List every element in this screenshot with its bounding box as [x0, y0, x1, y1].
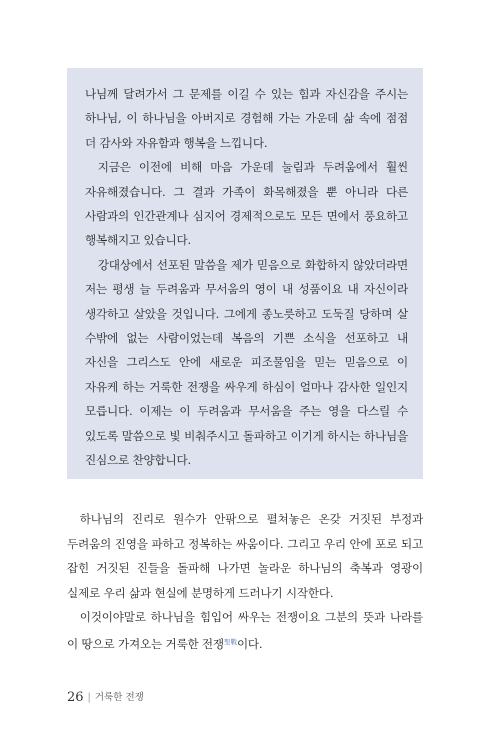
- footer-separator: |: [87, 692, 91, 703]
- testimony-paragraph: 지금은 이전에 비해 마음 가운데 눌림과 두려움에서 훨씬 자유해졌습니다. 그 결과 가족이 화목해졌을 뿐 아니라 다른 사람과의 인간관계나 심지어 경제적으로도 모든 면에서 풍요하고 행복해지고 있습니다.: [85, 160, 408, 248]
- testimony-paragraph: 나님께 달려가서 그 문제를 이길 수 있는 힘과 자신감을 주시는 하나님, 이 하나님을 아버지로 경험해 가는 가운데 삶 속에 점점 더 감사와 자유함과 행복을 느낍니다.: [85, 87, 408, 150]
- body-paragraph-text: 이것이야말로 하나님을 힘입어 싸우는 전쟁이요 그분의 뜻과 나라를 이 땅으로 가져오는 거룩한 전쟁: [67, 610, 423, 651]
- testimony-box: [67, 68, 423, 479]
- body-paragraph: 하나님의 진리로 원수가 안팎으로 펼쳐놓은 온갖 거짓된 부정과 두려움의 진영을 파하고 정복하는 싸움이다. 그리고 우리 안에 포로 되고 잡힌 거짓된 진들을 돌파해 나가면 놀라운 하나님의 축복과 영광이 실제로 우리 삶과 현실에 분명하게 드러나기 시작한다.: [67, 512, 423, 600]
- main-text: [67, 507, 423, 657]
- page-footer: [67, 689, 144, 705]
- hanja-annotation: 聖戰: [223, 637, 237, 646]
- page-number: 26: [67, 690, 84, 705]
- book-title: 거룩한 전쟁: [94, 692, 144, 703]
- testimony-paragraph: 강대상에서 선포된 말씀을 제가 믿음으로 화합하지 않았더라면 저는 평생 늘 두려움과 무서움의 영이 내 성품이요 내 자신이라 생각하고 살았을 것입니다. 그에게 종노릇하고 도둑질 당하며 살 수밖에 없는 사람이었는데 복음의 기쁜 소식을 선포하고 내 자신을 그리스도 안에 새로운 피조물임을 믿는 믿음으로 이 자유케 하는 거룩한 전쟁을 싸우게 하심이 얼마나 감사한 일인지 모릅니다. 이제는 이 두려움과 무서움을 주는 영을 다스릴 수 있도록 말씀으로 빛 비춰주시고 돌파하고 이기게 하시는 하나님을 진심으로 찬양합니다.: [85, 257, 408, 468]
- body-paragraph-ending: 이다.: [236, 636, 263, 651]
- body-paragraph: [67, 605, 423, 656]
